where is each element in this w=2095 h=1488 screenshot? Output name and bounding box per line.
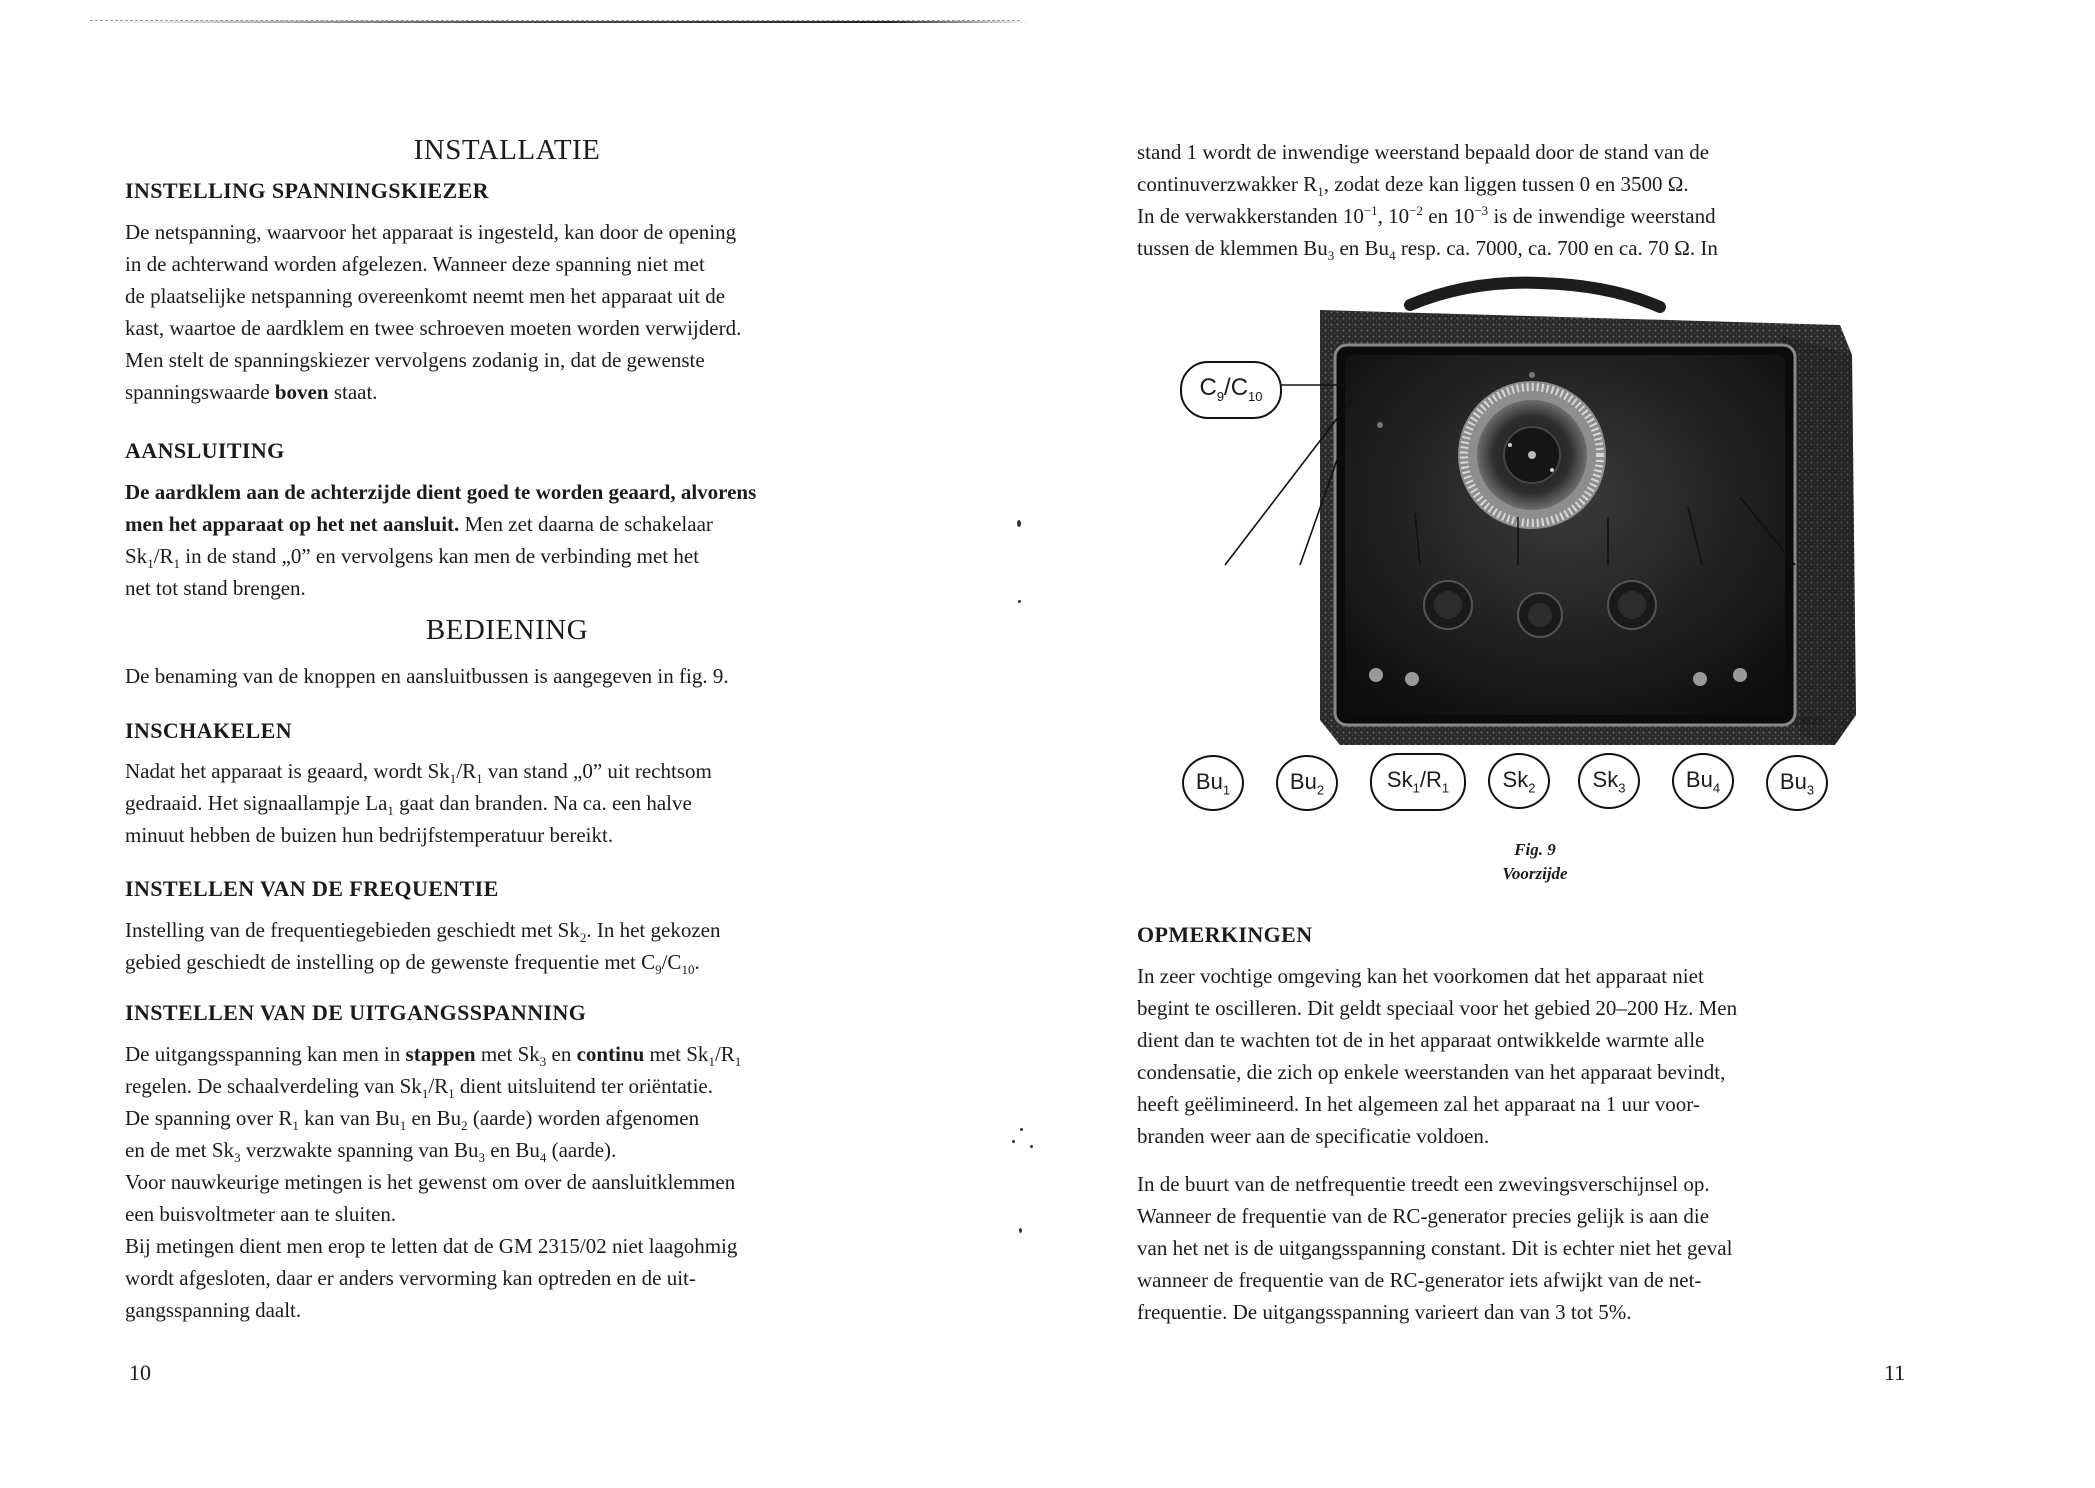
text-run: regelen. De schaalverdeling van Sk (125, 1074, 422, 1098)
text-line (125, 376, 889, 408)
socket-bu3 (1733, 668, 1747, 682)
text-line: frequentie. De uitgangsspanning varieert dan van 3 tot 5%. (1137, 1300, 1632, 1324)
text-line: Voor nauwkeurige metingen is het gewenst om over de aansluitklemmen (125, 1170, 736, 1194)
paragraph-frequentie (125, 914, 889, 978)
text-run: resp. ca. 7000, ca. 700 en ca. 70 Ω. In (1395, 236, 1718, 260)
text-run: (aarde). (546, 1138, 617, 1162)
page-number-left: 10 (129, 1360, 151, 1385)
text-run: gebied geschiedt de instelling op de gewenste frequentie met C (125, 950, 656, 974)
text-run: dient uitsluitend ter oriëntatie. (454, 1074, 714, 1098)
text-line (125, 1134, 889, 1166)
superscript: −2 (1409, 203, 1424, 218)
text-line: branden weer aan de specificatie voldoen. (1137, 1124, 1490, 1148)
text-line (1137, 168, 1905, 200)
text-line (125, 914, 889, 946)
generator-front-illustration (1180, 275, 1880, 798)
text-line-bold: De aardklem aan de achterzijde dient goed te worden geaard, alvorens (125, 480, 757, 504)
socket-bu1 (1369, 668, 1383, 682)
text-run-bold: men het apparaat op het net aansluit. (125, 512, 460, 536)
text-run: /R (153, 544, 174, 568)
callout-sk3 (1578, 753, 1640, 809)
callout-label: /R (1419, 767, 1442, 792)
text-line: kast, waartoe de aardklem en twee schroeven moeten worden verwijderd. (125, 316, 742, 340)
callout-c9-c10 (1180, 361, 1282, 419)
subscript: 1 (421, 1086, 429, 1102)
knob-cap (1528, 603, 1552, 627)
text-run: gedraaid. Het signaallampje La (125, 791, 388, 815)
paragraph-uitgangsspanning (125, 1038, 889, 1326)
text-run: tussen de klemmen Bu (1137, 236, 1328, 260)
text-line: De netspanning, waarvoor het apparaat is ingesteld, kan door de opening (125, 220, 737, 244)
callout-sub: 1 (1412, 780, 1420, 796)
callout-label: C (1199, 374, 1217, 401)
photo-number-stamp: 79529 (1795, 715, 1823, 727)
text-run: is de inwendige weerstand (1488, 204, 1716, 228)
section-title-bediening: BEDIENING (425, 614, 589, 646)
left-page (125, 0, 889, 1488)
text-line (125, 1102, 889, 1134)
text-run: in de stand „0” en vervolgens kan men de verbinding met het (180, 544, 700, 568)
text-line: Bij metingen dient men erop te letten dat de GM 2315/02 niet laagohmig (125, 1234, 738, 1258)
callout-bu4 (1672, 753, 1734, 809)
heading-instellen-uitgangsspanning: INSTELLEN VAN DE UITGANGSSPANNING (125, 1000, 587, 1025)
callout-sk2 (1488, 753, 1550, 809)
text-line: stand 1 wordt de inwendige weerstand bepaald door de stand van de (1137, 140, 1710, 164)
callout-sub: 1 (1222, 782, 1231, 798)
text-line: In zeer vochtige omgeving kan het voorkomen dat het apparaat niet (1137, 964, 1704, 988)
text-line: gangsspanning daalt. (125, 1298, 302, 1322)
text-line: in de achterwand worden afgelezen. Wanneer deze spanning niet met (125, 252, 705, 276)
scan-speck (1018, 600, 1021, 603)
knob-cap (1434, 591, 1462, 619)
text-run: met Sk (475, 1042, 540, 1066)
text-line: net tot stand brengen. (125, 576, 306, 600)
subscript: 1 (448, 1086, 455, 1102)
callout-sub: 3 (1806, 782, 1815, 798)
text-run: De spanning over R (125, 1106, 293, 1130)
text-line: Wanneer de frequentie van de RC-generator precies gelijk is aan die (1137, 1204, 1710, 1228)
scan-speck (1012, 1140, 1015, 1143)
callout-label: Bu (1195, 769, 1223, 794)
subscript: 1 (147, 556, 154, 572)
superscript: −1 (1363, 203, 1378, 218)
panel-screw (1377, 422, 1383, 428)
subscript: 1 (734, 1054, 742, 1070)
callout-label: Sk (1592, 767, 1619, 792)
callout-bu1 (1182, 755, 1244, 811)
text-run: en de met Sk (125, 1138, 235, 1162)
text-line: begint te oscilleren. Dit geldt speciaal voor het gebied 20–200 Hz. Men (1137, 996, 1738, 1020)
text-run-bold: boven (274, 380, 329, 404)
text-run: verzwakte spanning van Bu (240, 1138, 479, 1162)
text-line: condensatie, die zich op enkele weerstanden van het apparaat bevindt, (1137, 1060, 1726, 1084)
text-line: heeft geëlimineerd. In het algemeen zal het apparaat na 1 uur voor- (1137, 1092, 1700, 1116)
text-line: een buisvoltmeter aan te sluiten. (125, 1202, 397, 1226)
text-run: , 10 (1377, 204, 1410, 228)
subscript: 1 (449, 771, 457, 787)
subscript: 3 (539, 1054, 547, 1070)
callout-label: /C (1224, 374, 1249, 401)
subscript: 3 (478, 1150, 485, 1166)
callout-bu3 (1766, 755, 1828, 811)
carry-handle (1410, 283, 1660, 307)
paragraph-bediening: De benaming van de knoppen en aansluitbussen is aangegeven in fig. 9. (125, 664, 729, 688)
text-run-bold: continu (576, 1042, 645, 1066)
text-run: /R (456, 759, 477, 783)
callout-label: Sk (1502, 767, 1529, 792)
callout-sub: 9 (1216, 388, 1225, 404)
page-number-right: 11 (1884, 1360, 1906, 1385)
text-run: (aarde) worden afgenomen (467, 1106, 700, 1130)
panel-screw (1529, 372, 1535, 378)
callout-bu2 (1276, 755, 1338, 811)
dial-mark (1508, 443, 1512, 447)
subscript: 2 (461, 1118, 468, 1134)
text-run: /R (428, 1074, 449, 1098)
paragraph-opmerkingen-2 (1137, 1168, 1905, 1328)
figure-9-front-view (1180, 275, 1880, 798)
text-run: en 10 (1423, 204, 1475, 228)
text-run: Nadat het apparaat is geaard, wordt Sk (125, 759, 450, 783)
text-line: wordt afgesloten, daar er anders vervorming kan optreden en de uit- (125, 1266, 696, 1290)
text-run: en (546, 1042, 577, 1066)
heading-instelling-spanningskiezer: INSTELLING SPANNINGSKIEZER (125, 178, 489, 203)
heading-aansluiting: AANSLUITING (125, 438, 285, 463)
scan-speck (1017, 520, 1021, 527)
dial-mark (1550, 468, 1554, 472)
text-run: en Bu (485, 1138, 540, 1162)
text-run: De uitgangsspanning kan men in (125, 1042, 406, 1066)
callout-sub: 1 (1441, 780, 1450, 796)
callout-label: Sk (1386, 767, 1413, 792)
paragraph-spanningskiezer (125, 216, 889, 408)
subscript: 3 (1327, 248, 1335, 264)
subscript: 1 (173, 556, 181, 572)
subscript: 1 (387, 803, 394, 819)
callout-label: Bu (1289, 769, 1317, 794)
superscript: −3 (1474, 203, 1489, 218)
paragraph-continued (1137, 136, 1905, 264)
knob-cap (1618, 591, 1646, 619)
text-run: en Bu (406, 1106, 462, 1130)
callout-sub: 3 (1618, 780, 1626, 796)
text-line: In de buurt van de netfrequentie treedt een zwevingsverschijnsel op. (1137, 1172, 1710, 1196)
callout-label: Bu (1779, 769, 1807, 794)
paragraph-opmerkingen-1 (1137, 960, 1905, 1152)
text-run: staat. (328, 380, 378, 404)
text-run: met Sk (644, 1042, 709, 1066)
subscript: 1 (399, 1118, 407, 1134)
heading-opmerkingen: OPMERKINGEN (1137, 922, 1313, 947)
text-run: /R (714, 1042, 735, 1066)
text-line: wanneer de frequentie van de RC-generator iets afwijkt van de net- (1137, 1268, 1702, 1292)
subscript: 4 (539, 1150, 547, 1166)
subscript: 2 (579, 930, 587, 946)
text-line (125, 540, 889, 572)
scan-speck (1020, 1128, 1023, 1131)
text-run: kan van Bu (298, 1106, 400, 1130)
text-line (125, 946, 889, 978)
socket-bu4 (1693, 672, 1707, 686)
text-run: spanningswaarde (125, 380, 275, 404)
text-run: van stand „0” uit rechtsom (482, 759, 712, 783)
text-run: gaat dan branden. Na ca. een halve (393, 791, 692, 815)
heading-instellen-frequentie: INSTELLEN VAN DE FREQUENTIE (125, 876, 499, 901)
text-line: Men stelt de spanningskiezer vervolgens zodanig in, dat de gewenste (125, 348, 705, 372)
text-run: en Bu (1334, 236, 1390, 260)
subscript: 4 (1389, 248, 1396, 264)
callout-sub: 2 (1528, 780, 1536, 796)
subscript: 1 (1317, 184, 1324, 200)
paragraph-inschakelen (125, 755, 889, 851)
text-run-bold: stappen (405, 1042, 476, 1066)
heading-inschakelen: INSCHAKELEN (125, 718, 292, 743)
text-run: . In het gekozen (586, 918, 721, 942)
scan-speck (1019, 1228, 1022, 1233)
text-run: , zodat deze kan liggen tussen 0 en 3500 Ω. (1323, 172, 1689, 196)
text-line (125, 1070, 889, 1102)
subscript: 10 (681, 962, 695, 978)
text-line (125, 787, 889, 819)
scan-speck (1030, 1145, 1033, 1148)
callout-sub: 4 (1712, 780, 1721, 796)
text-run: . (694, 950, 700, 974)
text-line (1137, 200, 1905, 232)
text-line: van het net is de uitgangsspanning constant. Dit is echter niet het geval (1137, 1236, 1733, 1260)
text-run: Instelling van de frequentiegebieden geschiedt met Sk (125, 918, 580, 942)
text-run: continuverzwakker R (1137, 172, 1318, 196)
callout-sk1-r1 (1370, 753, 1466, 811)
paragraph-aansluiting (125, 476, 889, 604)
figure-caption (1460, 838, 1610, 886)
text-line (125, 755, 889, 787)
text-line: minuut hebben de buizen hun bedrijfstemperatuur bereikt. (125, 823, 614, 847)
text-run: /C (661, 950, 682, 974)
subscript: 1 (708, 1054, 715, 1070)
text-run: In de verwakkerstanden 10 (1137, 204, 1364, 228)
callout-sub: 10 (1248, 388, 1263, 404)
subscript: 1 (292, 1118, 299, 1134)
subscript: 3 (234, 1150, 241, 1166)
subscript: 9 (655, 962, 662, 978)
dial-center (1528, 451, 1536, 459)
socket-bu2 (1405, 672, 1419, 686)
callout-sub: 2 (1316, 782, 1325, 798)
section-title-installatie: INSTALLATIE (413, 134, 601, 166)
figure-title: Voorzijde (1502, 864, 1568, 883)
callout-label: Bu (1685, 767, 1713, 792)
figure-number: Fig. 9 (1514, 840, 1556, 859)
text-line (125, 508, 889, 540)
subscript: 1 (476, 771, 483, 787)
text-line: de plaatselijke netspanning overeenkomt neemt men het apparaat uit de (125, 284, 726, 308)
text-run: Men zet daarna de schakelaar (459, 512, 713, 536)
text-line (1137, 232, 1905, 264)
text-line: dient dan te wachten tot de in het apparaat ontwikkelde warmte alle (1137, 1028, 1705, 1052)
text-line (125, 1038, 889, 1070)
text-run: Sk (125, 544, 148, 568)
